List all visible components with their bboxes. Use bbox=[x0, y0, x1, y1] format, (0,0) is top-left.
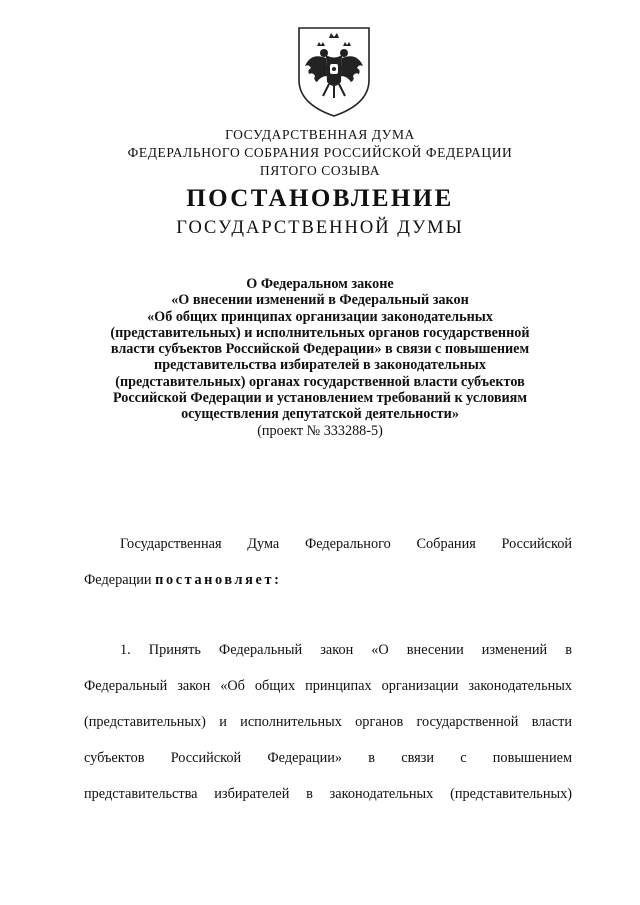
preamble-line: Государственная Дума Федерального Собрания Российской bbox=[120, 536, 572, 552]
item-line: Федеральный закон «Об общих принципах организации законодательных bbox=[84, 678, 572, 694]
resolution-subject bbox=[70, 276, 570, 439]
subject-line: «О внесении изменений в Федеральный закон bbox=[171, 292, 469, 309]
preamble-line bbox=[84, 572, 572, 589]
subject-line: власти субъектов Российской Федерации» в связи с повышением bbox=[110, 341, 530, 358]
document-type-title: ПОСТАНОВЛЕНИЕ bbox=[186, 185, 454, 212]
subject-line: «Об общих принципах организации законодательных bbox=[147, 308, 493, 325]
coat-of-arms-icon bbox=[293, 24, 375, 119]
item-line: (представительных) и исполнительных органов государственной власти bbox=[84, 714, 572, 730]
item-line: представительства избирателей в законодательных (представительных) bbox=[84, 786, 572, 802]
subject-line: представительства избирателей в законодательных bbox=[154, 357, 486, 374]
project-number: (проект № 333288-5) bbox=[257, 422, 383, 439]
preamble-start: Федерации bbox=[84, 572, 152, 588]
subject-line: Российской Федерации и установлением требований к условиям bbox=[112, 390, 528, 407]
org-name-line1: ГОСУДАРСТВЕННАЯ ДУМА bbox=[225, 127, 415, 142]
convocation-line: ПЯТОГО СОЗЫВА bbox=[259, 163, 381, 178]
subject-line: осуществления депутатской деятельности» bbox=[181, 406, 459, 423]
subject-line: (представительных) органах государственной власти субъектов bbox=[115, 373, 525, 390]
document-type-subtitle: ГОСУДАРСТВЕННОЙ ДУМЫ bbox=[176, 218, 464, 238]
org-name-line2: ФЕДЕРАЛЬНОГО СОБРАНИЯ РОССИЙСКОЙ ФЕДЕРАЦИИ bbox=[127, 145, 513, 160]
subject-line: О Федеральном законе bbox=[246, 276, 394, 292]
preamble-verb: постановляет: bbox=[155, 572, 282, 588]
item-line: 1. Принять Федеральный закон «О внесении изменений в bbox=[120, 642, 572, 658]
subject-line: (представительных) и исполнительных органов государственной bbox=[110, 324, 530, 341]
item-line: субъектов Российской Федерации» в связи с повышением bbox=[84, 750, 572, 766]
